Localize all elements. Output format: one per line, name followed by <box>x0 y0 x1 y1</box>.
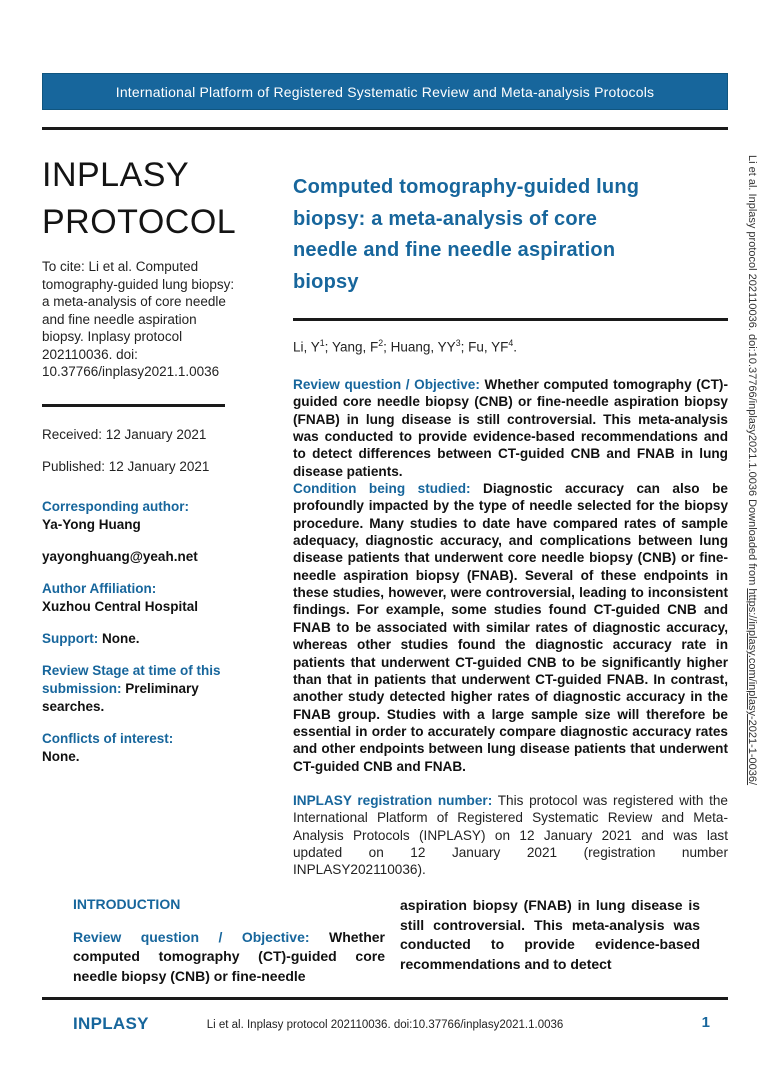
divider-top <box>42 127 728 130</box>
author-affiliation <box>42 580 248 616</box>
review-stage-label: Review Stage at time of this submission: <box>42 663 221 696</box>
affiliation-value: Xuzhou Central Hospital <box>42 599 199 614</box>
conflicts-of-interest <box>42 730 248 766</box>
author-affil-sup: 3 <box>455 338 461 348</box>
divider-rightcol <box>293 318 728 321</box>
divider-leftcol <box>42 404 225 407</box>
registration-text: This protocol was registered with the International Platform of Registered Systematic Review and Meta-Analysis Protocols (INPLASY) on 12 January 2021 and was last updated on 12 January 2021 (registration number INPLASY202110036). <box>293 792 728 878</box>
abstract <box>293 376 728 879</box>
published-date: Published: 12 January 2021 <box>42 459 210 474</box>
support-label: Support: <box>42 631 99 646</box>
review-stage <box>42 662 248 716</box>
masthead-line2: PROTOCOL <box>42 203 237 241</box>
intro-col1-text: Whether computed tomography (CT)-guided core needle biopsy (CNB) or fine-needle <box>73 929 386 984</box>
received-date: Received: 12 January 2021 <box>42 427 207 442</box>
margin-citation-link[interactable]: https://inplasy.com/inplasy-2021-1-0036/ <box>746 588 758 786</box>
footer-brand: INPLASY <box>73 1014 149 1033</box>
review-question-paragraph <box>293 376 728 480</box>
corresponding-author-label: Corresponding author: <box>42 499 189 514</box>
affiliation-label: Author Affiliation: <box>42 581 157 596</box>
author: Fu, YF <box>468 339 509 355</box>
footer-citation: Li et al. Inplasy protocol 202110036. doi:10.37766/inplasy2021.1.0036 <box>206 1019 564 1031</box>
support <box>42 630 248 648</box>
author-line: Li, $Y^1$; Yang, $F^2$; Huang, $YY^3$; Fu, $YF^4$. <box>293 338 518 355</box>
review-question-label: Review question / Objective: <box>293 377 480 392</box>
author-affil-sup: 1 <box>319 338 325 348</box>
registration-paragraph <box>293 792 728 879</box>
review-question-text: Whether computed tomography (CT)-guided core needle biopsy (CNB) or fine-needle aspiration biopsy (FNAB) in lung disease is still controversial. This meta-analysis was conducted to provide evidence-based recommendations and to detect differences between CT-guided CNB and FNAB in lung disease patients. <box>293 377 728 479</box>
author-affil-sup: 4 <box>508 338 514 348</box>
masthead-line1: INPLASY <box>42 156 190 194</box>
author: Li, Y <box>293 339 320 355</box>
conflicts-value: None. <box>42 749 80 764</box>
margin-citation-text: Li et al. Inplasy protocol 202110036. doi:10.37766/inplasy2021.1.0036 Downloaded from <box>746 155 758 589</box>
author-affil-sup: 2 <box>378 338 384 348</box>
corresponding-author <box>42 498 248 534</box>
corresponding-author-name: Ya-Yong Huang <box>42 517 141 532</box>
article-title: Computed tomography-guided lung biopsy: a meta-analysis of core needle and fine needle aspiration biopsy <box>293 176 640 293</box>
introduction-heading: INTRODUCTION <box>73 896 181 912</box>
author: Huang, YY <box>390 339 456 355</box>
condition-label: Condition being studied: <box>293 481 471 497</box>
margin-citation-vertical <box>746 155 758 1015</box>
introduction-column-1 <box>73 928 385 986</box>
condition-paragraph <box>293 480 728 775</box>
corresponding-author-email: yayonghuang@yeah.net <box>42 549 198 564</box>
masthead <box>42 152 236 246</box>
support-value: None. <box>102 631 140 646</box>
to-cite-text: To cite: Li et al. Computed tomography-guided lung biopsy: a meta-analysis of core needle and fine needle aspiration biopsy. Inplasy protocol 202110036. doi: 10.37766/inplasy2021.1.0036 <box>42 259 235 379</box>
page-number: 1 <box>701 1014 710 1031</box>
conflicts-label: Conflicts of interest: <box>42 731 174 746</box>
author: Yang, F <box>331 339 379 355</box>
registration-label: INPLASY registration number: <box>293 792 493 808</box>
sidebar <box>42 426 248 780</box>
condition-text: Diagnostic accuracy can also be profoundly impacted by the type of needle selected for the biopsy procedure. Many studies to date have compared rates of sample adequacy, diagnostic accuracy, and complications between lung disease patients that underwent core needle biopsy (CNB) or fine-needle aspiration biopsy (FNAB). Several of these endpoints in these studies, however, were controversial, leading to inconsistent findings. For example, some studies found CT-guided CNB and FNAB to be associated with similar rates of diagnostic accuracy, whereas other studies found the diagnostic accuracy rate in patients that underwent CT-guided CNB to be significantly higher than that in patients that underwent CT-guided FNAB. In contrast, another study detected higher rates of diagnostic accuracy in the FNAB group. Studies with a large sample size will therefore be essential in order to accurately compare diagnostic accuracy rates and other endpoints between lung disease patients that underwent CT-guided CNB and FNAB. <box>293 481 728 774</box>
introduction-column-2: aspiration biopsy (FNAB) in lung disease is still controversial. This meta-analysis was conducted to provide evidence-based recommendations and to detect <box>400 897 700 972</box>
divider-footer <box>42 997 728 1000</box>
intro-review-question-label: Review question / Objective: <box>73 929 310 945</box>
banner-text: International Platform of Registered Systematic Review and Meta-analysis Protocols <box>115 83 655 100</box>
review-stage-value: Preliminary searches. <box>42 681 199 714</box>
banner <box>42 73 728 110</box>
